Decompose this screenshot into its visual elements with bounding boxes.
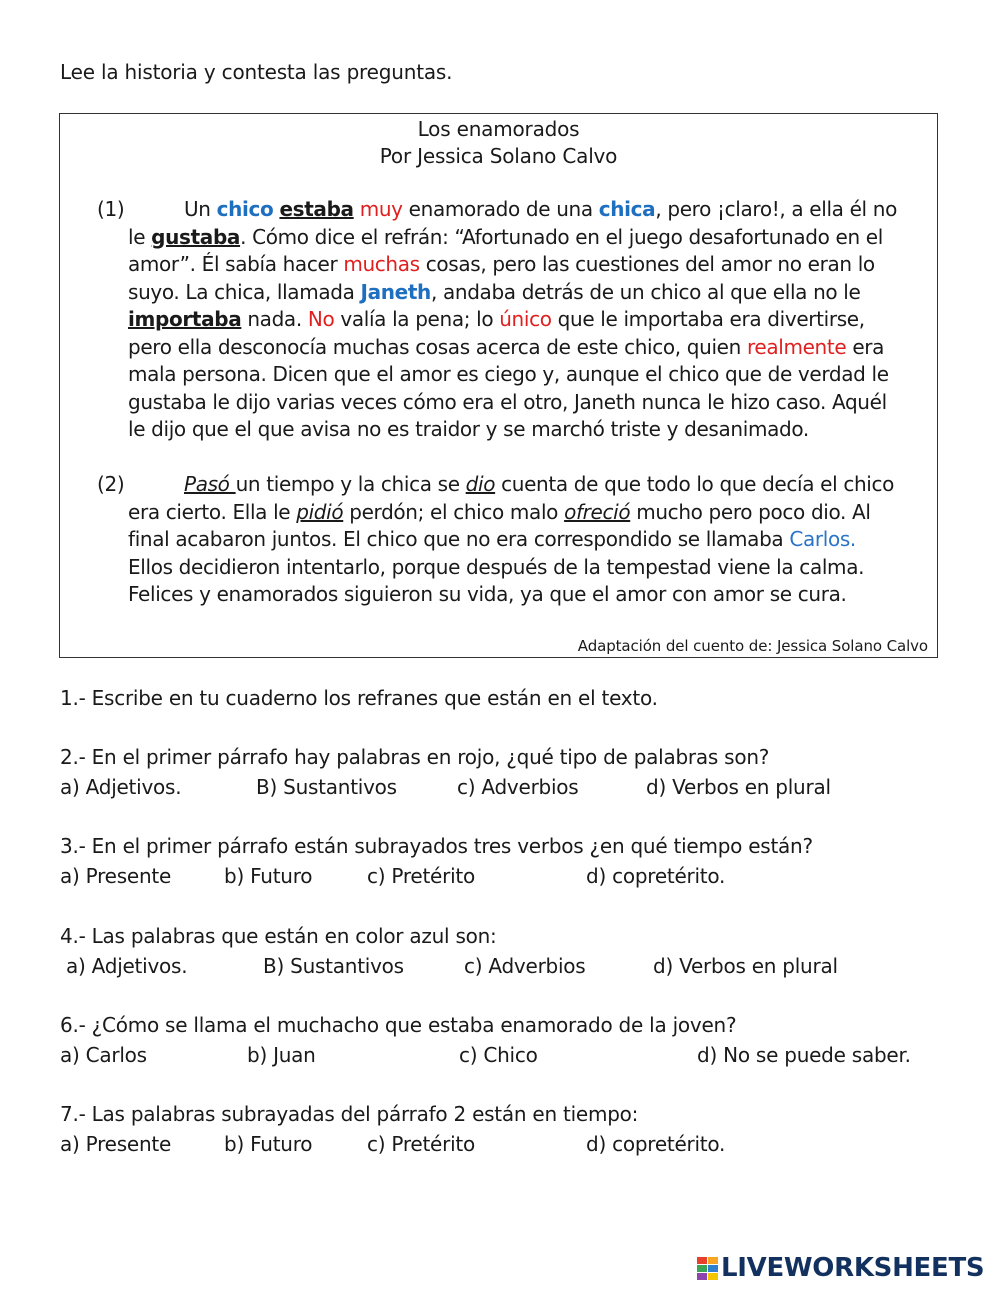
paragraph-2 (97, 471, 933, 609)
paragraph-line (128, 471, 933, 499)
question-4-options (0, 954, 1000, 984)
paragraph-1 (97, 196, 933, 444)
paragraph-line (128, 499, 933, 527)
text-run: , pero ¡claro!, a ella él no (655, 197, 897, 221)
underlined-verb: pidió (296, 499, 344, 524)
option[interactable]: d) No se puede saber. (697, 1043, 911, 1067)
underlined-verb: Pasó (184, 472, 236, 496)
option[interactable]: a) Carlos (60, 1043, 147, 1067)
blue-word: Janeth (360, 279, 431, 304)
blue-word: chica (598, 197, 656, 221)
option[interactable]: b) Juan (247, 1043, 316, 1067)
text-run: nada. (241, 307, 308, 331)
option[interactable]: d) copretérito. (586, 1132, 726, 1156)
text-run: Un (184, 197, 217, 221)
logo-block (708, 1257, 718, 1264)
logo-text: LIVEWORKSHEETS (721, 1253, 985, 1283)
red-word: realmente (746, 334, 847, 359)
underlined-verb: estaba (279, 197, 354, 221)
text-run: suyo. La chica, llamada (128, 279, 361, 304)
question-6-options (0, 1043, 1000, 1073)
logo-blocks-icon (697, 1257, 718, 1280)
underlined-verb: importaba (128, 307, 242, 331)
paragraph-line (128, 279, 933, 307)
underlined-verb: ofreció (564, 499, 631, 524)
option[interactable]: a) Adjetivos. (60, 775, 182, 799)
text-run: perdón; el chico malo (343, 499, 565, 524)
text-run: . Cómo dice el refrán: “Afortunado en el juego desafortunado en el (240, 224, 883, 249)
question-2-options (0, 775, 1000, 805)
story-author: Por Jessica Solano Calvo (379, 144, 618, 168)
option[interactable]: b) Futuro (224, 864, 313, 888)
underlined-verb: dio (465, 472, 496, 496)
option[interactable]: B) Sustantivos (263, 954, 404, 978)
paragraph-number: (2) (97, 472, 125, 496)
story-title: Los enamorados (417, 117, 580, 141)
question-1: 1.- Escribe en tu cuaderno los refranes que están en el texto. (60, 686, 658, 710)
logo-block (708, 1273, 718, 1280)
option[interactable]: d) Verbos en plural (653, 954, 838, 978)
option[interactable]: c) Pretérito (367, 1132, 475, 1156)
underlined-verb: gustaba (151, 224, 241, 249)
text-run: que le importaba era divertirse, (551, 307, 865, 331)
text-run: , andaba detrás de un chico al que ella no le (430, 279, 861, 304)
option[interactable]: B) Sustantivos (256, 775, 397, 799)
paragraph-line: Ellos decidieron intentarlo, porque después de la tempestad viene la calma. (128, 554, 865, 579)
red-word: muy (359, 197, 403, 221)
text-run: cuenta de que todo lo que decía el chico (495, 472, 895, 496)
text-run: valía la pena; lo (334, 307, 500, 331)
question-7-options (0, 1132, 1000, 1162)
paragraph-line: Felices y enamorados siguieron su vida, ya que el amor con amor se cura. (128, 582, 847, 606)
red-word: No (307, 307, 335, 331)
story-box (59, 113, 938, 658)
option[interactable]: d) Verbos en plural (646, 775, 831, 799)
story-credit: Adaptación del cuento de: Jessica Solano Calvo (577, 637, 928, 655)
text-run: cosas, pero las cuestiones del amor no eran lo (419, 252, 875, 276)
liveworksheets-logo (697, 1253, 984, 1283)
text-run: mucho pero poco dio. Al (630, 499, 871, 524)
question-7: 7.- Las palabras subrayadas del párrafo 2 están en tiempo: (60, 1102, 639, 1126)
option[interactable]: d) copretérito. (586, 864, 726, 888)
paragraph-line (128, 251, 933, 279)
instructions: Lee la historia y contesta las preguntas. (60, 60, 453, 84)
option[interactable]: c) Pretérito (367, 864, 475, 888)
option[interactable]: b) Futuro (224, 1132, 313, 1156)
logo-block (708, 1265, 718, 1272)
logo-block (697, 1273, 707, 1280)
paragraph-line: gustaba le dijo varias veces cómo era el otro, Janeth nunca le hizo caso. Aquél (128, 389, 887, 414)
red-word: muchas (343, 252, 420, 276)
text-run: le (128, 224, 152, 249)
red-word: único (499, 307, 552, 331)
question-6: 6.- ¿Cómo se llama el muchacho que estaba enamorado de la joven? (60, 1013, 737, 1037)
paragraph-line (128, 196, 933, 224)
question-4: 4.- Las palabras que están en color azul son: (60, 924, 497, 948)
text-run: un tiempo y la chica se (235, 472, 466, 496)
text-run: pero ella desconocía muchas cosas acerca de este chico, quien (128, 334, 747, 359)
paragraph-line: mala persona. Dicen que el amor es ciego y, aunque el chico que de verdad le (128, 362, 889, 386)
option[interactable]: a) Presente (60, 864, 172, 888)
option[interactable]: a) Adjetivos. (66, 954, 188, 978)
paragraph-line (128, 306, 933, 334)
logo-block (697, 1257, 707, 1264)
logo-block (697, 1265, 707, 1272)
option[interactable]: c) Chico (459, 1043, 538, 1067)
text-run: era cierto. Ella le (128, 499, 297, 524)
paragraph-line (128, 224, 933, 252)
option[interactable]: c) Adverbios (457, 775, 579, 799)
text-run: era (846, 334, 885, 359)
blue-name: Carlos. (789, 527, 856, 551)
text-run: final acabaron juntos. El chico que no era correspondido se llamaba (128, 527, 790, 551)
text-run: amor”. Él sabía hacer (128, 252, 344, 276)
blue-word: chico (216, 197, 274, 221)
question-3: 3.- En el primer párrafo están subrayados tres verbos ¿en qué tiempo están? (60, 834, 813, 858)
paragraph-number: (1) (97, 197, 125, 221)
paragraph-line (128, 334, 933, 362)
option[interactable]: c) Adverbios (464, 954, 586, 978)
option[interactable]: a) Presente (60, 1132, 172, 1156)
question-3-options (0, 864, 1000, 894)
paragraph-line (128, 526, 933, 554)
paragraph-line: le dijo que el que avisa no es traidor y se marchó triste y desanimado. (128, 417, 809, 441)
text-run: enamorado de una (402, 197, 599, 221)
question-2: 2.- En el primer párrafo hay palabras en rojo, ¿qué tipo de palabras son? (60, 745, 770, 769)
